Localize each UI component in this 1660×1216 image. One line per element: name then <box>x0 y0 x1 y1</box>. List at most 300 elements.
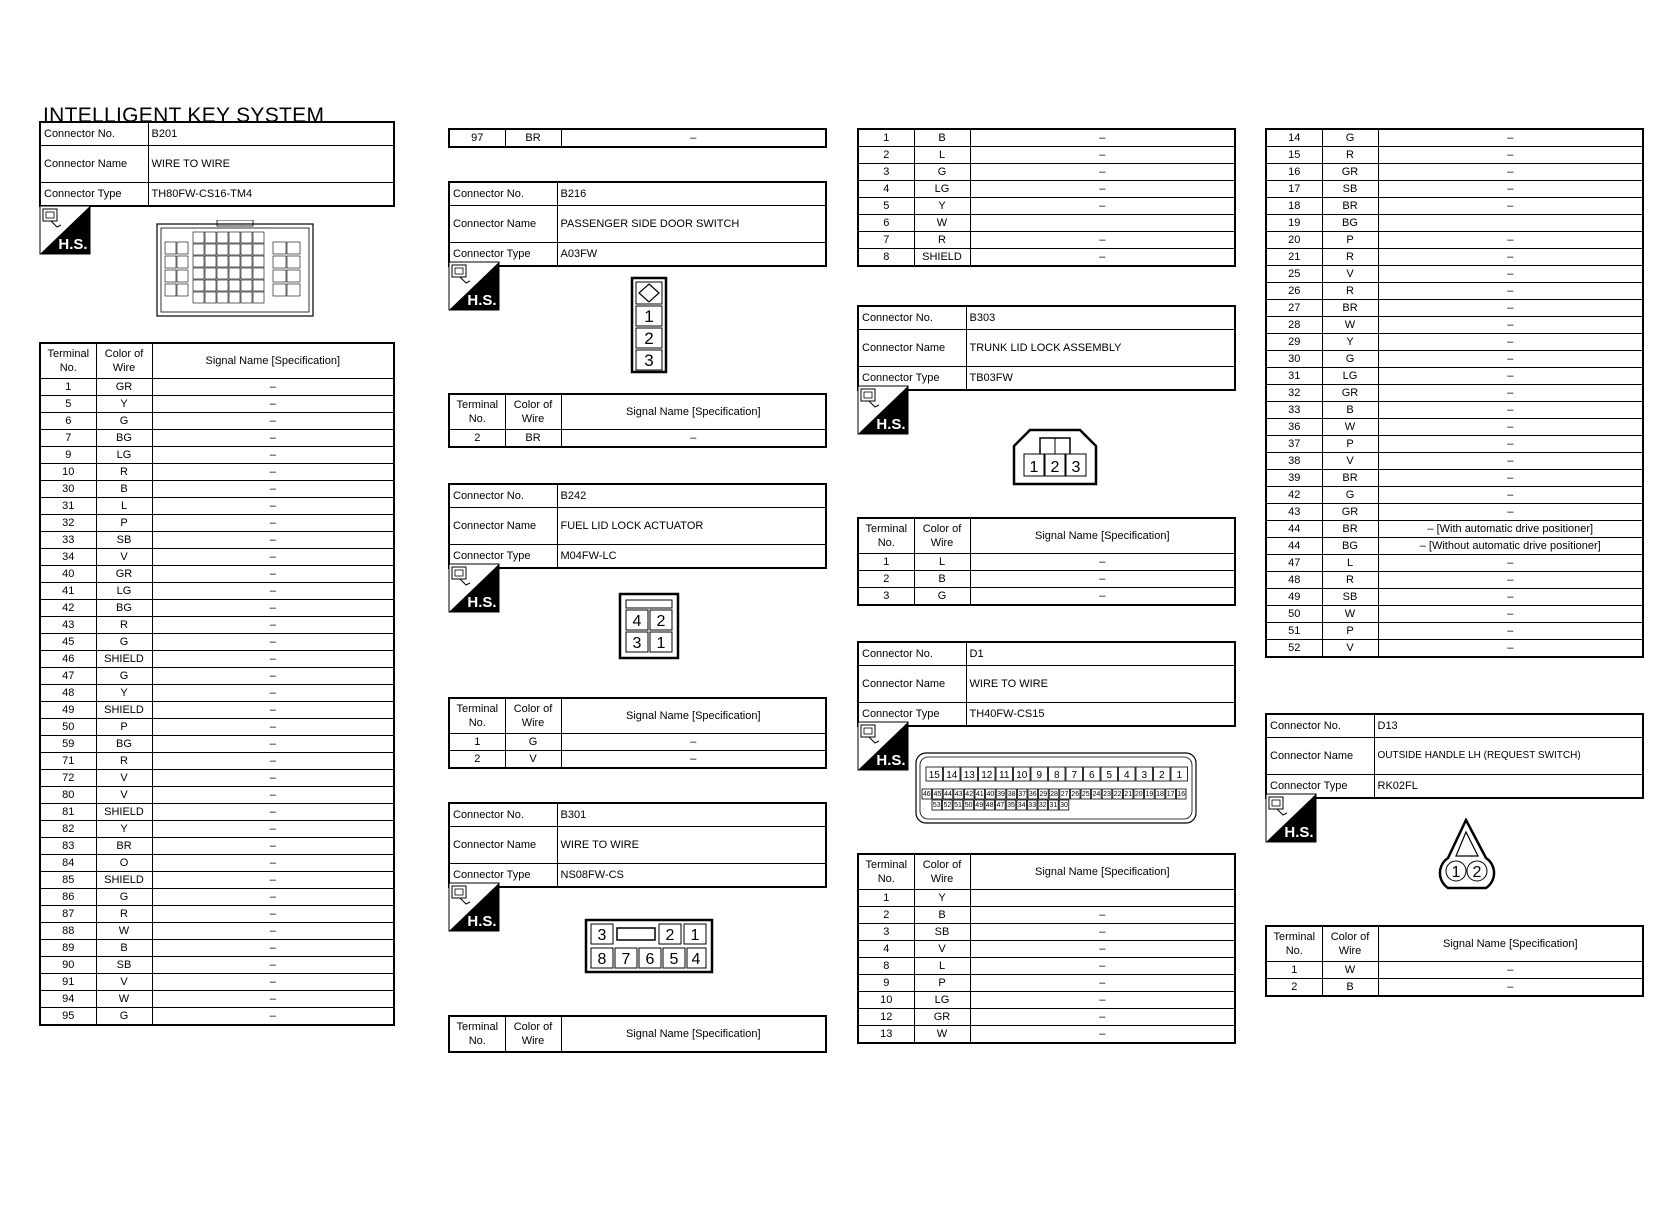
wire-color: BG <box>96 600 152 617</box>
svg-text:31: 31 <box>1049 802 1058 809</box>
label-connector-type: Connector Type <box>449 545 557 569</box>
label-connector-name: Connector Name <box>858 330 966 367</box>
pin-label: 2 <box>1472 864 1482 881</box>
wire-color: Y <box>96 685 152 702</box>
pin-label: 3 <box>597 927 607 944</box>
signal-name: – <box>1378 979 1643 997</box>
table-row <box>40 447 394 464</box>
signal-name: – <box>561 734 826 751</box>
signal-name: – <box>1378 606 1643 623</box>
svg-text:20: 20 <box>1134 791 1143 798</box>
signal-name: – <box>1378 283 1643 300</box>
svg-text:11: 11 <box>999 770 1010 781</box>
signal-name: – <box>1378 555 1643 572</box>
svg-text:17: 17 <box>1166 791 1175 798</box>
terminal-no: 5 <box>40 396 96 413</box>
terminal-no: 2 <box>1266 979 1322 997</box>
wire-color: SB <box>1322 589 1378 606</box>
svg-text:5: 5 <box>1106 770 1113 781</box>
table-row <box>1266 232 1643 249</box>
svg-text:3: 3 <box>1141 770 1148 781</box>
signal-name: – <box>970 249 1235 267</box>
signal-name: – <box>1378 589 1643 606</box>
table-row <box>40 923 394 940</box>
table-row <box>40 753 394 770</box>
svg-text:6: 6 <box>1088 770 1095 781</box>
terminal-no: 43 <box>40 617 96 634</box>
wire-color: G <box>96 1008 152 1026</box>
signal-name: – <box>152 889 394 906</box>
label-connector-name: Connector Name <box>449 206 557 243</box>
signal-name: – <box>152 600 394 617</box>
signal-name: – <box>152 379 394 396</box>
svg-text:34: 34 <box>1017 802 1026 809</box>
connector-d13-diagram <box>1428 818 1508 895</box>
wire-color: GR <box>1322 504 1378 521</box>
wire-color: O <box>96 855 152 872</box>
wire-color: W <box>1322 962 1378 979</box>
terminal-no: 7 <box>40 430 96 447</box>
signal-name: – <box>1378 436 1643 453</box>
signal-name: – <box>1378 368 1643 385</box>
connector-b201-info <box>39 121 395 207</box>
svg-text:46: 46 <box>922 791 931 798</box>
signal-name: – <box>1378 164 1643 181</box>
signal-name: – <box>1378 572 1643 589</box>
hs-label: H.S. <box>876 752 906 769</box>
connector-no-value: B201 <box>148 122 394 146</box>
connector-type-value: A03FW <box>557 243 826 267</box>
svg-text:4: 4 <box>1123 770 1130 781</box>
svg-text:15: 15 <box>928 770 940 781</box>
table-row <box>1266 147 1643 164</box>
connector-name-value: WIRE TO WIRE <box>148 146 394 183</box>
label-connector-name: Connector Name <box>449 827 557 864</box>
wire-color: Y <box>1322 334 1378 351</box>
terminal-no: 45 <box>40 634 96 651</box>
table-row <box>858 907 1235 924</box>
signal-name: – <box>152 736 394 753</box>
wire-color: BG <box>1322 215 1378 232</box>
svg-text:32: 32 <box>1038 802 1047 809</box>
svg-text:13: 13 <box>963 770 975 781</box>
wire-color: G <box>96 668 152 685</box>
signal-name: – [With automatic drive positioner] <box>1378 521 1643 538</box>
terminal-no: 39 <box>1266 470 1322 487</box>
header-signal-name: Signal Name [Specification] <box>152 343 394 379</box>
wire-color: W <box>1322 317 1378 334</box>
table-row <box>40 804 394 821</box>
signal-name: – <box>1378 419 1643 436</box>
table-row <box>40 991 394 1008</box>
signal-name: – <box>152 583 394 600</box>
table-row <box>1266 402 1643 419</box>
wire-color: B <box>914 571 970 588</box>
table-row <box>1266 334 1643 351</box>
table-row <box>449 734 826 751</box>
signal-name: – <box>152 566 394 583</box>
connector-b301-info <box>448 802 827 888</box>
signal-name: – <box>152 430 394 447</box>
connector-b242-info <box>448 483 827 569</box>
signal-name <box>970 890 1235 907</box>
signal-name: – <box>1378 198 1643 215</box>
wire-color: W <box>96 923 152 940</box>
label-connector-no: Connector No. <box>449 484 557 508</box>
table-row <box>1266 436 1643 453</box>
pin-label: 3 <box>1071 459 1081 476</box>
header-color-of-wire: Color of Wire <box>505 1016 561 1052</box>
svg-text:19: 19 <box>1145 791 1154 798</box>
wire-color: GR <box>96 379 152 396</box>
table-row <box>40 396 394 413</box>
wire-color: BG <box>1322 538 1378 555</box>
wire-color: Y <box>914 198 970 215</box>
terminal-no: 41 <box>40 583 96 600</box>
svg-text:28: 28 <box>1050 791 1058 798</box>
label-connector-no: Connector No. <box>40 122 148 146</box>
wire-color: BR <box>1322 300 1378 317</box>
header-signal-name: Signal Name [Specification] <box>970 518 1235 554</box>
signal-name: – <box>1378 129 1643 147</box>
terminal-no: 43 <box>1266 504 1322 521</box>
wire-color: G <box>505 734 561 751</box>
table-row <box>40 464 394 481</box>
terminal-no: 25 <box>1266 266 1322 283</box>
terminal-no: 59 <box>40 736 96 753</box>
terminal-no: 49 <box>40 702 96 719</box>
connector-type-value: NS08FW-CS <box>557 864 826 888</box>
label-connector-name: Connector Name <box>858 666 966 703</box>
table-row <box>858 992 1235 1009</box>
connector-no-value: B301 <box>557 803 826 827</box>
terminal-no: 82 <box>40 821 96 838</box>
signal-name: – <box>1378 232 1643 249</box>
table-row <box>1266 470 1643 487</box>
wire-color: R <box>96 906 152 923</box>
connector-type-value: RK02FL <box>1374 775 1643 799</box>
signal-name: – <box>970 164 1235 181</box>
terminal-no: 38 <box>1266 453 1322 470</box>
header-color-of-wire: Color of Wire <box>505 698 561 734</box>
connector-name-value: WIRE TO WIRE <box>557 827 826 864</box>
terminal-no: 21 <box>1266 249 1322 266</box>
table-row <box>40 957 394 974</box>
wire-color: R <box>1322 283 1378 300</box>
table-row <box>40 549 394 566</box>
terminal-no: 7 <box>858 232 914 249</box>
connector-b201-diagram <box>155 220 315 325</box>
terminal-no: 31 <box>40 498 96 515</box>
page-title: INTELLIGENT KEY SYSTEM <box>43 104 325 127</box>
signal-name: – <box>152 464 394 481</box>
connector-b216-pins <box>448 393 827 448</box>
terminal-no: 6 <box>40 413 96 430</box>
table-row <box>40 719 394 736</box>
terminal-no: 30 <box>40 481 96 498</box>
wire-color: BR <box>1322 521 1378 538</box>
signal-name: – <box>1378 300 1643 317</box>
table-row <box>1266 623 1643 640</box>
terminal-no: 49 <box>1266 589 1322 606</box>
table-row <box>40 872 394 889</box>
signal-name: – <box>1378 504 1643 521</box>
svg-text:10: 10 <box>1016 770 1028 781</box>
signal-name: – <box>1378 181 1643 198</box>
table-row <box>1266 368 1643 385</box>
terminal-no: 44 <box>1266 521 1322 538</box>
wire-color: V <box>96 974 152 991</box>
terminal-no: 20 <box>1266 232 1322 249</box>
wire-color: V <box>96 787 152 804</box>
svg-text:14: 14 <box>946 770 958 781</box>
svg-text:36: 36 <box>1028 791 1037 798</box>
connector-name-value: PASSENGER SIDE DOOR SWITCH <box>557 206 826 243</box>
wire-color: W <box>1322 606 1378 623</box>
signal-name: – <box>152 617 394 634</box>
table-row <box>858 1009 1235 1026</box>
signal-name: – <box>152 481 394 498</box>
table-row <box>858 232 1235 249</box>
signal-name: – <box>152 396 394 413</box>
table-row <box>858 249 1235 267</box>
wire-color: P <box>96 719 152 736</box>
table-row <box>40 498 394 515</box>
connector-name-value: TRUNK LID LOCK ASSEMBLY <box>966 330 1235 367</box>
wire-color: W <box>914 1026 970 1044</box>
wire-color: L <box>1322 555 1378 572</box>
terminal-no: 84 <box>40 855 96 872</box>
wire-color: W <box>914 215 970 232</box>
table-row <box>40 651 394 668</box>
signal-name: – <box>152 634 394 651</box>
connector-b303-pins <box>857 517 1236 606</box>
signal-name: – <box>1378 351 1643 368</box>
terminal-no: 3 <box>858 164 914 181</box>
wire-color: SHIELD <box>914 249 970 267</box>
label-connector-no: Connector No. <box>449 803 557 827</box>
signal-name: – <box>152 549 394 566</box>
table-row <box>858 181 1235 198</box>
signal-name: – <box>970 588 1235 606</box>
table-row <box>858 941 1235 958</box>
terminal-no: 52 <box>1266 640 1322 658</box>
wire-color: Y <box>914 890 970 907</box>
wire-color: SHIELD <box>96 651 152 668</box>
label-connector-type: Connector Type <box>1266 775 1374 799</box>
table-row <box>40 566 394 583</box>
wire-color: LG <box>96 447 152 464</box>
table-row <box>40 855 394 872</box>
signal-name: – <box>561 129 826 147</box>
signal-name: – <box>1378 962 1643 979</box>
signal-name: – <box>152 770 394 787</box>
terminal-no: 90 <box>40 957 96 974</box>
signal-name: – <box>1378 266 1643 283</box>
wire-color: R <box>96 464 152 481</box>
svg-text:42: 42 <box>965 791 974 798</box>
header-terminal-no: Terminal No. <box>449 394 505 430</box>
table-row <box>858 924 1235 941</box>
table-row <box>1266 351 1643 368</box>
terminal-no: 4 <box>858 941 914 958</box>
wire-color: W <box>1322 419 1378 436</box>
svg-text:25: 25 <box>1081 791 1090 798</box>
header-color-of-wire: Color of Wire <box>505 394 561 430</box>
signal-name: – <box>970 198 1235 215</box>
signal-name: – <box>970 1009 1235 1026</box>
signal-name: – <box>970 554 1235 571</box>
header-signal-name: Signal Name [Specification] <box>561 394 826 430</box>
header-color-of-wire: Color of Wire <box>914 518 970 554</box>
table-row <box>1266 453 1643 470</box>
svg-text:27: 27 <box>1060 791 1069 798</box>
pin-label: 1 <box>1029 459 1039 476</box>
connector-b301-pins-header <box>448 1015 827 1053</box>
table-row <box>40 787 394 804</box>
terminal-no: 47 <box>40 668 96 685</box>
signal-name: – <box>152 651 394 668</box>
table-row <box>1266 198 1643 215</box>
pin-label: 1 <box>690 927 700 944</box>
connector-name-value: FUEL LID LOCK ACTUATOR <box>557 508 826 545</box>
connector-no-value: B242 <box>557 484 826 508</box>
wire-color: R <box>914 232 970 249</box>
wire-color: G <box>96 413 152 430</box>
svg-text:43: 43 <box>954 791 963 798</box>
table-row <box>858 198 1235 215</box>
signal-name: – <box>970 958 1235 975</box>
hs-icon <box>857 385 909 435</box>
wire-color: B <box>1322 402 1378 419</box>
connector-b201-continued <box>448 128 827 148</box>
svg-text:41: 41 <box>975 791 984 798</box>
svg-text:44: 44 <box>944 791 952 798</box>
terminal-no: 1 <box>858 554 914 571</box>
pin-label: 3 <box>632 635 642 652</box>
wire-color: Y <box>96 821 152 838</box>
table-row <box>40 736 394 753</box>
signal-name: – <box>152 753 394 770</box>
connector-d13-pins <box>1265 925 1644 997</box>
signal-name: – <box>1378 640 1643 658</box>
table-row <box>40 702 394 719</box>
terminal-no: 32 <box>40 515 96 532</box>
connector-type-value: M04FW-LC <box>557 545 826 569</box>
wire-color: P <box>1322 232 1378 249</box>
table-row <box>40 685 394 702</box>
wire-color: SHIELD <box>96 804 152 821</box>
wire-color: BR <box>505 430 561 448</box>
table-row <box>1266 979 1643 997</box>
table-row <box>40 379 394 396</box>
wire-color: R <box>96 753 152 770</box>
signal-name: – <box>970 992 1235 1009</box>
terminal-no: 47 <box>1266 555 1322 572</box>
wire-color: SHIELD <box>96 702 152 719</box>
hs-icon <box>448 882 500 932</box>
connector-type-value: TB03FW <box>966 367 1235 391</box>
header-terminal-no: Terminal No. <box>40 343 96 379</box>
connector-d1-pins <box>857 853 1236 1044</box>
wire-color: BG <box>96 736 152 753</box>
header-color-of-wire: Color of Wire <box>96 343 152 379</box>
pin-label: 6 <box>645 951 655 968</box>
svg-text:51: 51 <box>954 802 962 809</box>
signal-name: – <box>152 413 394 430</box>
signal-name: – <box>152 719 394 736</box>
svg-text:21: 21 <box>1124 791 1133 798</box>
signal-name: – <box>152 940 394 957</box>
table-row <box>449 751 826 769</box>
wire-color: BR <box>505 129 561 147</box>
table-row <box>40 600 394 617</box>
connector-b301-pins <box>857 128 1236 267</box>
terminal-no: 1 <box>858 890 914 907</box>
terminal-no: 34 <box>40 549 96 566</box>
signal-name: – <box>1378 623 1643 640</box>
signal-name: – <box>1378 147 1643 164</box>
signal-name: – <box>970 571 1235 588</box>
svg-text:12: 12 <box>981 770 993 781</box>
signal-name: – <box>970 924 1235 941</box>
connector-b201-pins <box>39 342 395 1026</box>
table-row <box>40 821 394 838</box>
hs-icon <box>448 563 500 613</box>
label-connector-name: Connector Name <box>40 146 148 183</box>
pin-label: 1 <box>644 307 654 326</box>
terminal-no: 40 <box>40 566 96 583</box>
pin-label: 8 <box>597 951 607 968</box>
table-row <box>1266 283 1643 300</box>
terminal-no: 19 <box>1266 215 1322 232</box>
header-signal-name: Signal Name [Specification] <box>561 698 826 734</box>
table-row <box>1266 129 1643 147</box>
wire-color: P <box>1322 436 1378 453</box>
pin-label: 2 <box>1050 459 1060 476</box>
svg-text:30: 30 <box>1060 802 1068 809</box>
terminal-no: 3 <box>858 924 914 941</box>
wire-color: V <box>96 549 152 566</box>
terminal-no: 27 <box>1266 300 1322 317</box>
wire-color: P <box>96 515 152 532</box>
table-row <box>1266 419 1643 436</box>
signal-name: – <box>152 515 394 532</box>
table-row <box>40 940 394 957</box>
terminal-no: 36 <box>1266 419 1322 436</box>
terminal-no: 1 <box>858 129 914 147</box>
wire-color: L <box>914 958 970 975</box>
table-row <box>1266 385 1643 402</box>
svg-text:33: 33 <box>1028 802 1037 809</box>
terminal-no: 2 <box>858 571 914 588</box>
header-color-of-wire: Color of Wire <box>914 854 970 890</box>
connector-b303-diagram <box>1012 428 1100 491</box>
terminal-no: 85 <box>40 872 96 889</box>
signal-name: – <box>561 751 826 769</box>
wire-color: G <box>1322 487 1378 504</box>
terminal-no: 26 <box>1266 283 1322 300</box>
header-terminal-no: Terminal No. <box>449 1016 505 1052</box>
wire-color: V <box>505 751 561 769</box>
hs-label: H.S. <box>467 913 497 930</box>
table-row <box>858 890 1235 907</box>
terminal-no: 8 <box>858 958 914 975</box>
wire-color: LG <box>96 583 152 600</box>
connector-no-value: B216 <box>557 182 826 206</box>
signal-name: – <box>152 1008 394 1026</box>
signal-name: – <box>1378 487 1643 504</box>
